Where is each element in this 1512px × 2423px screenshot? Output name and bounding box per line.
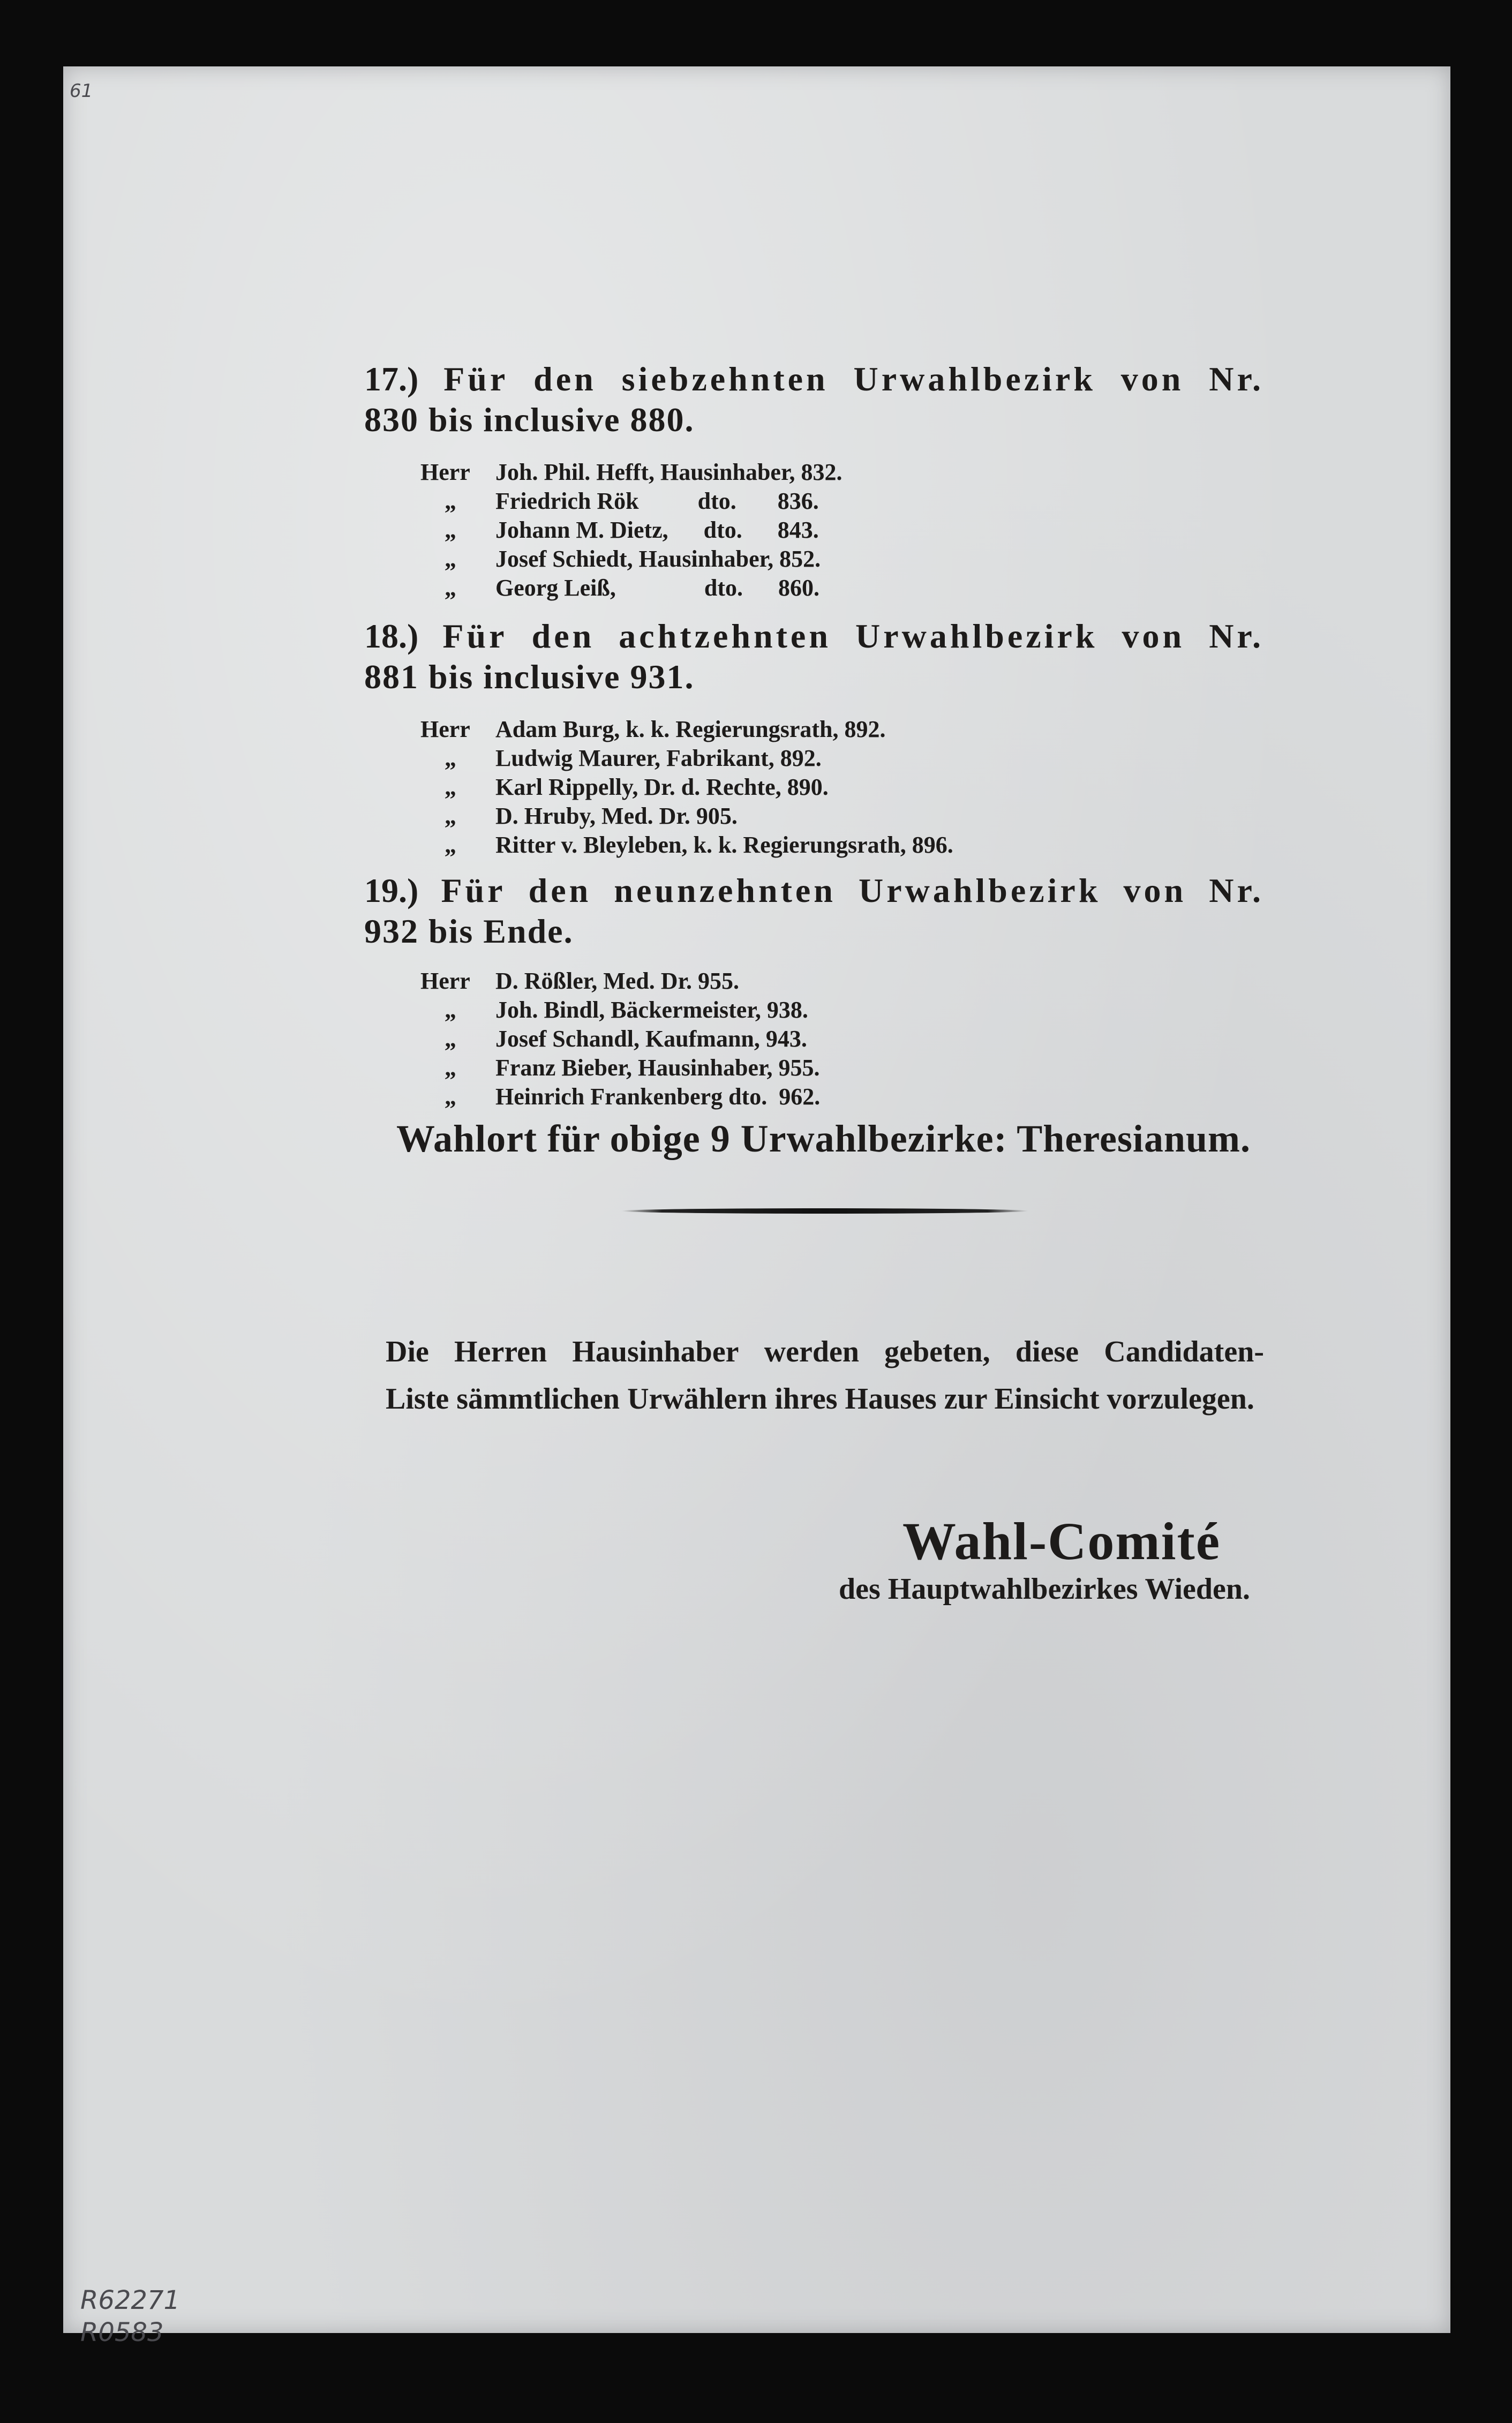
archive-mark-2: R0583 — [80, 2317, 164, 2347]
row-text: Ludwig Maurer, Fabrikant, 892. — [495, 745, 822, 771]
row-lead: Herr — [420, 716, 470, 742]
heading-word: Nr. — [1209, 360, 1264, 398]
row-text: Georg Leiß, dto. 860. — [495, 575, 819, 601]
row-lead: „ — [445, 997, 456, 1023]
heading-word: Für — [442, 617, 508, 655]
section-17-heading — [364, 359, 1264, 440]
row-text: Joh. Phil. Hefft, Hausinhaber, 832. — [495, 459, 842, 485]
heading-word: siebzehnten — [621, 360, 829, 398]
row-text: Friedrich Rök dto. 836. — [495, 488, 819, 514]
heading-word: von — [1120, 360, 1184, 398]
row-text: Josef Schiedt, Hausinhaber, 852. — [495, 546, 821, 572]
signature-district: des Hauptwahlbezirkes Wieden. — [839, 1572, 1251, 1606]
heading-word: von — [1122, 617, 1185, 655]
divider-rule — [621, 1208, 1028, 1214]
row-text: Adam Burg, k. k. Regierungsrath, 892. — [495, 716, 886, 742]
row-text: Joh. Bindl, Bäckermeister, 938. — [495, 997, 808, 1023]
heading-word: Urwahlbezirk — [859, 871, 1101, 909]
heading-word: von — [1123, 871, 1187, 909]
signature-committee: Wahl-Comité — [902, 1511, 1221, 1571]
row-text: Franz Bieber, Hausinhaber, 955. — [495, 1055, 820, 1081]
pencil-page-number: 61 — [70, 80, 93, 102]
row-text: D. Hruby, Med. Dr. 905. — [495, 803, 738, 829]
row-lead: „ — [445, 1055, 456, 1081]
notice-word: gebeten, — [884, 1335, 990, 1368]
notice-word: diese — [1015, 1335, 1079, 1368]
row-text: Ritter v. Bleyleben, k. k. Regierungsrath, 896. — [495, 832, 953, 858]
section-18-heading — [364, 616, 1264, 697]
row-lead: „ — [445, 1026, 456, 1052]
row-lead: „ — [445, 575, 456, 601]
notice-word: Die — [386, 1335, 429, 1368]
section-18-heading-line1 — [364, 616, 1264, 657]
row-lead: „ — [445, 803, 456, 829]
section-19-heading-line2: 932 bis Ende. — [364, 912, 574, 950]
heading-word: Für — [443, 360, 509, 398]
section-19-heading-line1 — [364, 870, 1264, 911]
heading-word: Urwahlbezirk — [853, 360, 1096, 398]
archive-mark-1: R62271 — [80, 2285, 180, 2315]
row-lead: „ — [445, 774, 456, 800]
heading-word: den — [528, 871, 592, 909]
row-lead: „ — [445, 488, 456, 514]
row-lead: „ — [445, 546, 456, 572]
row-text: Johann M. Dietz, dto. 843. — [495, 517, 819, 543]
heading-word: neunzehnten — [614, 871, 836, 909]
notice-paragraph — [386, 1328, 1264, 1423]
heading-word: achtzehnten — [619, 617, 831, 655]
notice-word: Herren — [454, 1335, 547, 1368]
heading-word: Urwahlbezirk — [855, 617, 1098, 655]
pencil-archive-marks — [80, 2284, 180, 2349]
section-number: 17.) — [364, 360, 419, 398]
notice-word: Candidaten- — [1104, 1335, 1264, 1368]
heading-word: den — [533, 360, 597, 398]
row-lead: Herr — [420, 968, 470, 994]
row-lead: „ — [445, 745, 456, 771]
row-lead: „ — [445, 517, 456, 543]
notice-line2: Liste sämmtlichen Urwählern ihres Hauses zur Einsicht vorzulegen. — [386, 1382, 1254, 1416]
row-text: Heinrich Frankenberg dto. 962. — [495, 1083, 821, 1110]
row-text: D. Rößler, Med. Dr. 955. — [495, 968, 740, 994]
notice-line1 — [386, 1328, 1264, 1375]
row-lead: „ — [445, 1083, 456, 1110]
section-18-heading-line2: 881 bis inclusive 931. — [364, 658, 695, 696]
section-17-heading-line1 — [364, 359, 1264, 400]
section-17-heading-line2: 830 bis inclusive 880. — [364, 401, 695, 439]
notice-word: Hausinhaber — [572, 1335, 739, 1368]
heading-word: Nr. — [1209, 617, 1264, 655]
row-lead: „ — [445, 832, 456, 858]
polling-place-line: Wahlort für obige 9 Urwahlbezirke: Theresianum. — [396, 1117, 1251, 1160]
notice-word: werden — [764, 1335, 859, 1368]
row-text: Josef Schandl, Kaufmann, 943. — [495, 1026, 807, 1052]
heading-word: Für — [441, 871, 506, 909]
section-number: 18.) — [364, 617, 419, 655]
section-19-heading — [364, 870, 1264, 952]
heading-word: Nr. — [1209, 871, 1264, 909]
row-text: Karl Rippelly, Dr. d. Rechte, 890. — [495, 774, 829, 800]
row-lead: Herr — [420, 459, 470, 485]
section-number: 19.) — [364, 871, 419, 909]
heading-word: den — [531, 617, 595, 655]
